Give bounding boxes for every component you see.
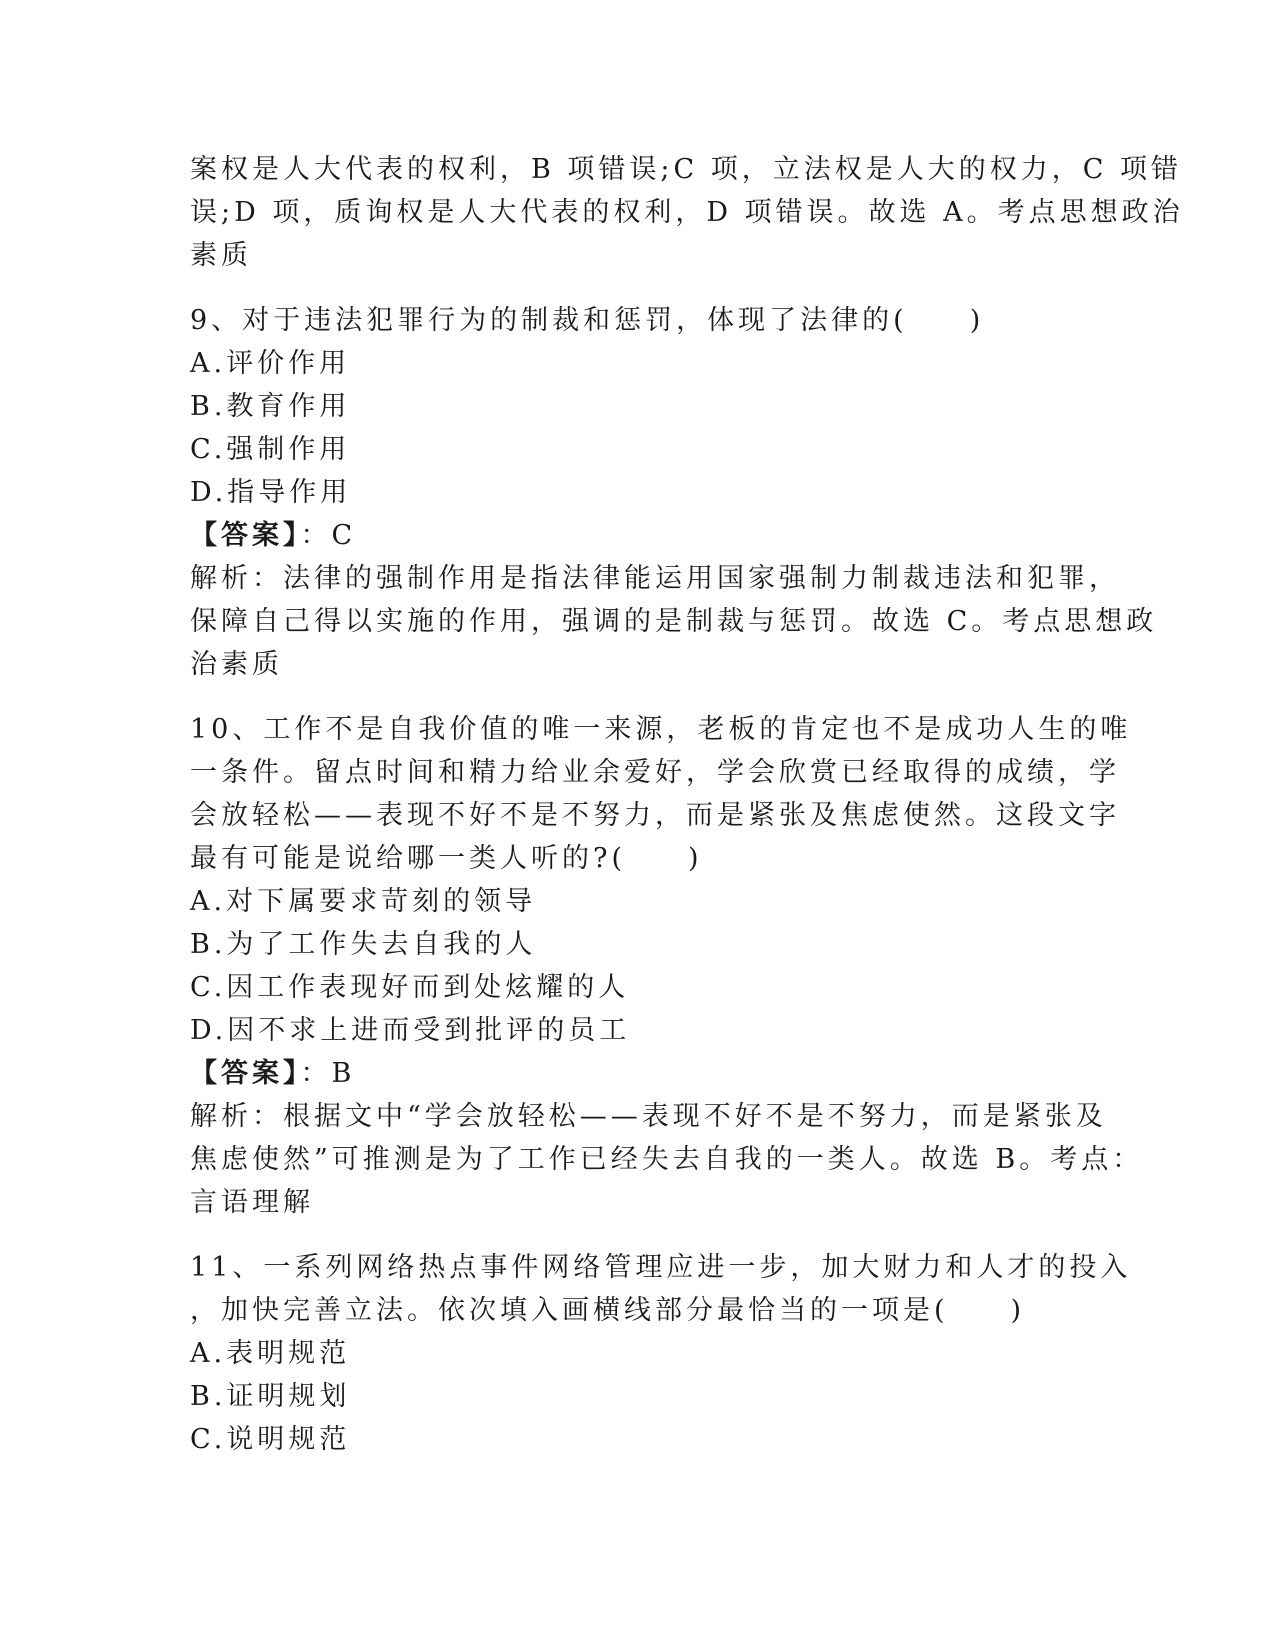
explanation-line: 治素质: [190, 649, 283, 680]
question-stem: 11、一系列网络热点事件网络管理应进一步，加大财力和人才的投入: [190, 1252, 1132, 1283]
explanation-line: 保障自己得以实施的作用，强调的是制裁与惩罚。故选 C。考点思想政: [190, 606, 1158, 637]
answer-value: ：B: [300, 1058, 356, 1089]
option-a: A.对下属要求苛刻的领导: [190, 886, 537, 917]
option-c: C.强制作用: [190, 434, 351, 465]
document-page: [190, 148, 1184, 1461]
question-10: [190, 708, 1144, 1224]
explanation-line: 素质: [190, 240, 252, 271]
prev-explanation: [190, 148, 1184, 277]
explanation-line: 言语理解: [190, 1187, 314, 1218]
answer-label: 【答案】: [190, 520, 301, 551]
question-11: [190, 1246, 1132, 1461]
option-c: C.因工作表现好而到处炫耀的人: [190, 972, 630, 1003]
explanation-line: 误;D 项，质询权是人大代表的权利，D 项错误。故选 A。考点思想政治: [190, 197, 1184, 228]
question-stem: 会放轻松——表现不好不是不努力，而是紧张及焦虑使然。这段文字: [190, 800, 1120, 831]
option-b: B.为了工作失去自我的人: [190, 929, 537, 960]
option-b: B.教育作用: [190, 391, 351, 422]
explanation-line: 案权是人大代表的权利，B 项错误;C 项，立法权是人大的权力，C 项错: [190, 154, 1183, 185]
question-stem: 10、工作不是自我价值的唯一来源，老板的肯定也不是成功人生的唯: [190, 714, 1132, 745]
option-a: A.评价作用: [190, 348, 351, 379]
option-a: A.表明规范: [190, 1338, 351, 1369]
option-d: D.指导作用: [190, 477, 352, 508]
option-d: D.因不求上进而受到批评的员工: [190, 1015, 631, 1046]
option-b: B.证明规划: [190, 1381, 351, 1412]
question-9: [190, 299, 1158, 686]
explanation-line: 解析：根据文中“学会放轻松——表现不好不是不努力，而是紧张及: [190, 1101, 1107, 1132]
answer-value: ：C: [300, 520, 357, 551]
question-stem: 一条件。留点时间和精力给业余爱好，学会欣赏已经取得的成绩，学: [190, 757, 1120, 788]
explanation-line: 焦虑使然”可推测是为了工作已经失去自我的一类人。故选 B。考点：: [190, 1144, 1144, 1175]
question-stem: 9、对于违法犯罪行为的制裁和惩罚，体现了法律的( ): [190, 305, 985, 336]
answer-label: 【答案】: [190, 1058, 301, 1089]
answer-line: [190, 1052, 1080, 1095]
explanation-line: 解析：法律的强制作用是指法律能运用国家强制力制裁违法和犯罪，: [190, 563, 1120, 594]
option-c: C.说明规范: [190, 1424, 351, 1455]
question-stem: ，加快完善立法。依次填入画横线部分最恰当的一项是( ): [190, 1295, 1026, 1326]
answer-line: [190, 514, 1080, 557]
question-stem: 最有可能是说给哪一类人听的?( ): [190, 843, 703, 874]
